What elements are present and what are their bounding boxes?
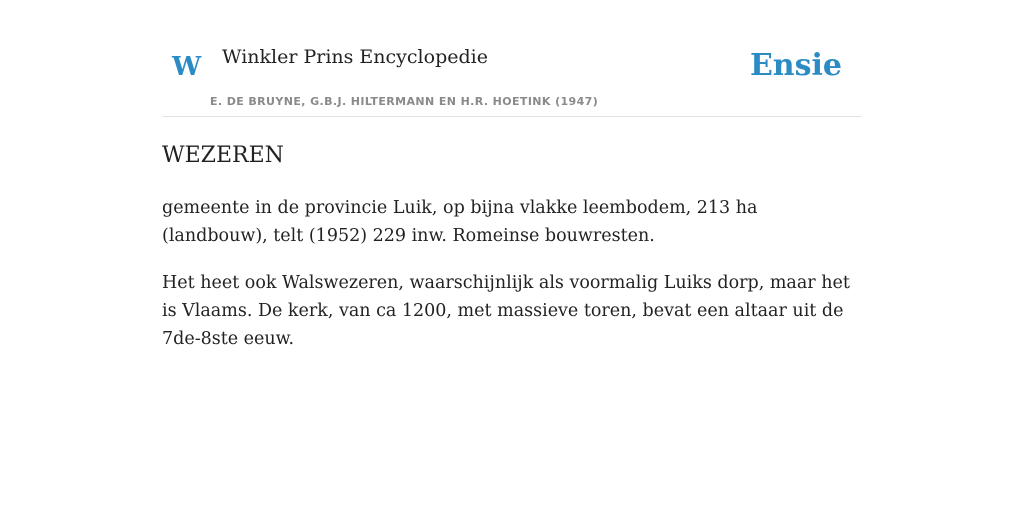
page <box>162 0 862 353</box>
entry-paragraph: Het heet ook Walswezeren, waarschijnlijk als voormalig Luiks dorp, maar het is Vlaams. De kerk, van ca 1200, met massieve toren, bevat een altaar uit de 7de-8ste eeuw. <box>162 273 850 349</box>
entry-paragraph: gemeente in de provincie Luik, op bijna vlakke leembodem, 213 ha (landbouw), telt (1952) 229 inw. Romeinse bouwresten. <box>162 198 758 246</box>
ensie-logo-link[interactable]: Ensie <box>749 48 842 83</box>
source-authors: E. DE BRUYNE, G.B.J. HILTERMANN EN H.R. HOETINK (1947) <box>210 95 599 108</box>
source-title-link[interactable]: Winkler Prins Encyclopedie <box>222 46 488 68</box>
entry-title: WEZEREN <box>162 143 284 168</box>
source-header <box>162 0 862 117</box>
winkler-prins-logo-icon[interactable]: W <box>172 52 202 82</box>
